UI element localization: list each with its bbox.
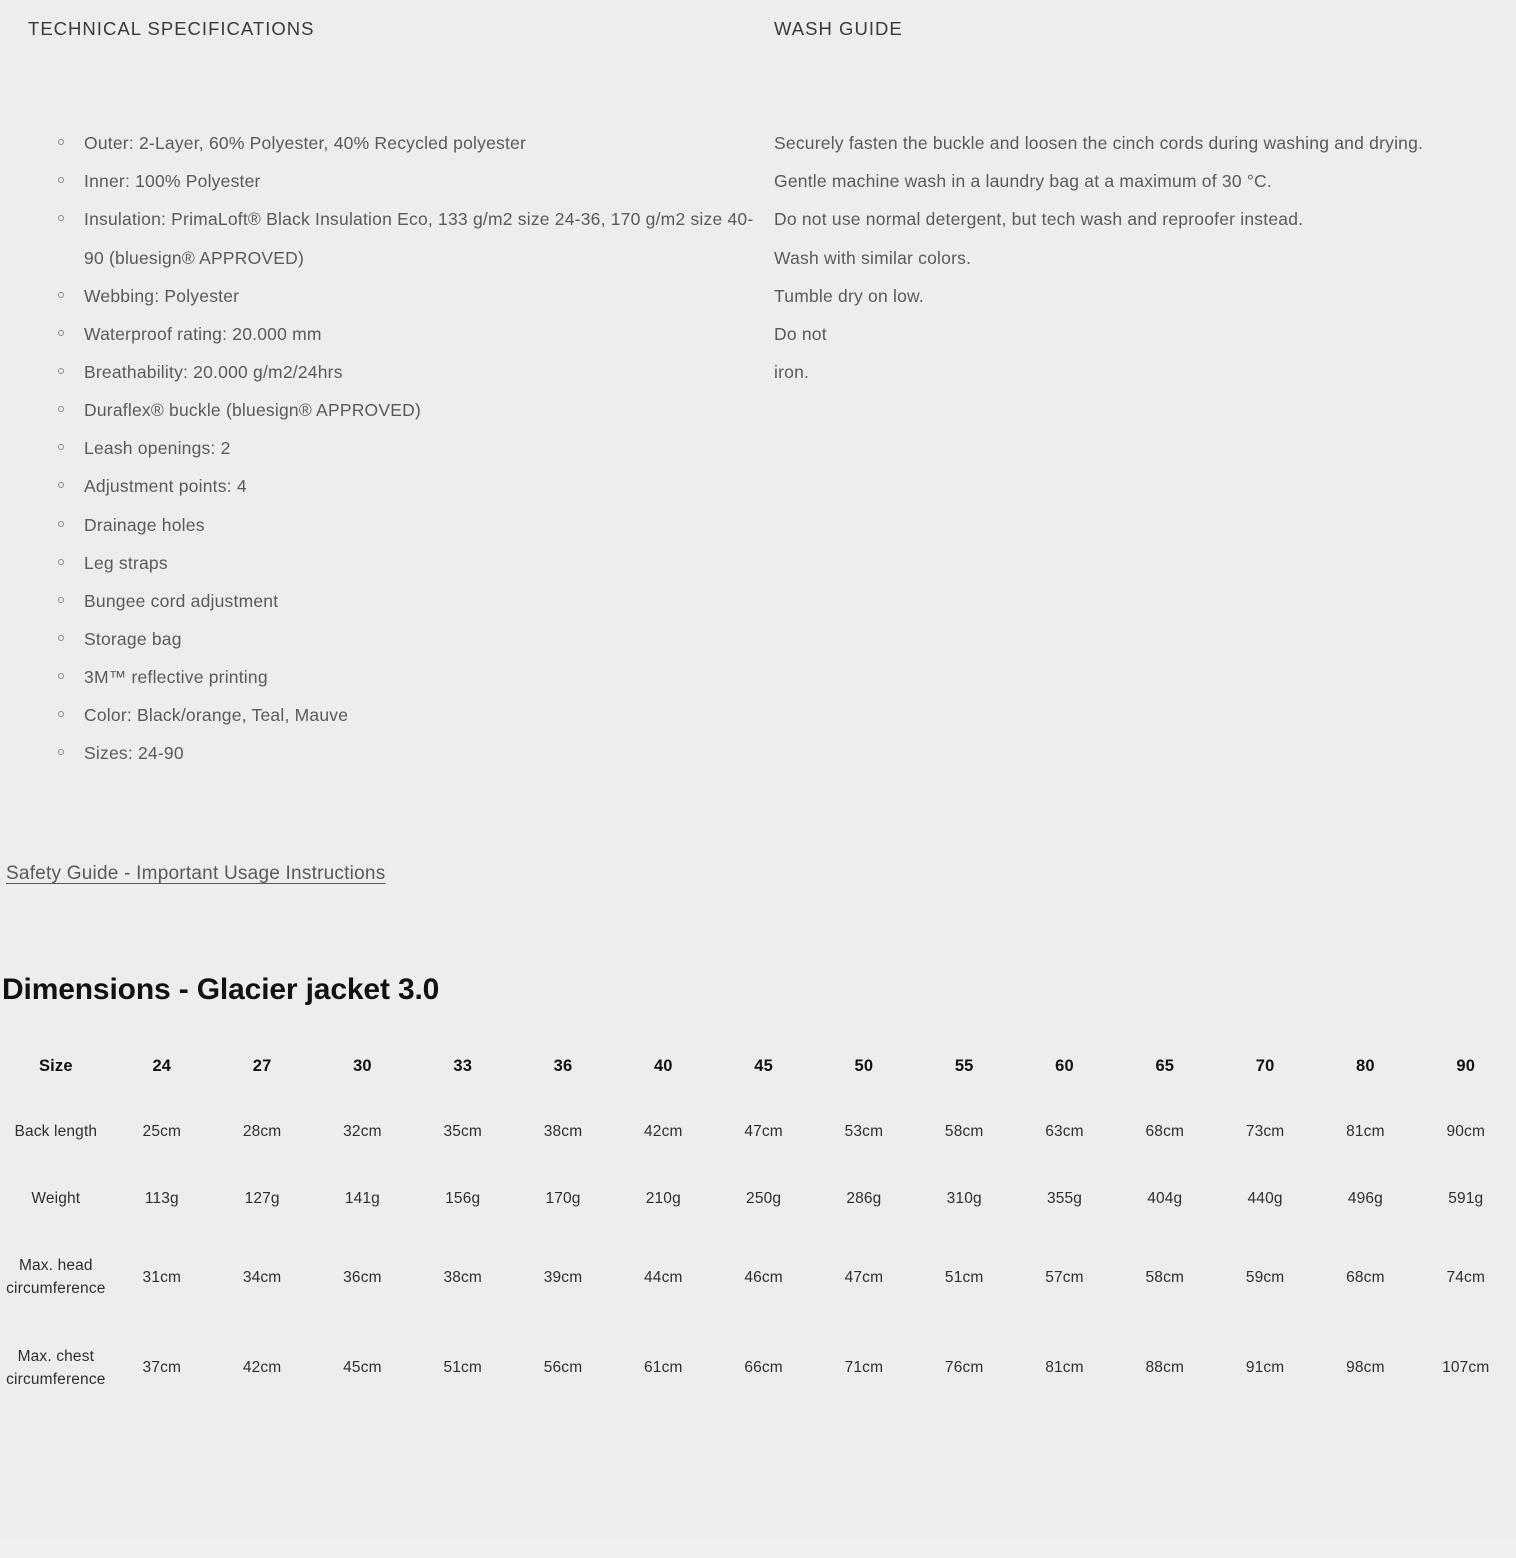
- table-header-size-33: 33: [453, 1056, 473, 1075]
- spec-list-item: Inner: 100% Polyester: [84, 162, 762, 200]
- table-header-size: Size: [38, 1056, 73, 1075]
- table-row-label: Max. chest circumference: [6, 1347, 106, 1388]
- table-cell: 81cm: [1045, 1359, 1084, 1377]
- dimensions-table-body: [0, 1098, 1516, 1414]
- dimensions-table: [0, 1041, 1516, 1414]
- table-cell: 42cm: [242, 1359, 282, 1377]
- bottom-strip: [0, 1540, 1516, 1558]
- table-cell: 34cm: [242, 1268, 282, 1286]
- table-row-label: Back length: [14, 1122, 98, 1140]
- table-cell: 31cm: [142, 1268, 182, 1286]
- wash-guide-line: Wash with similar colors.: [774, 247, 972, 268]
- table-cell: 57cm: [1045, 1268, 1084, 1286]
- table-cell: 51cm: [944, 1268, 984, 1286]
- table-cell: 496g: [1347, 1189, 1383, 1207]
- table-cell: 58cm: [944, 1122, 984, 1140]
- safety-guide-section: [0, 863, 1516, 885]
- table-cell: 90cm: [1446, 1122, 1486, 1140]
- table-cell: 88cm: [1145, 1359, 1185, 1377]
- table-cell: 73cm: [1245, 1122, 1285, 1140]
- table-header-size-55: 55: [954, 1056, 974, 1075]
- table-cell: 91cm: [1245, 1359, 1285, 1377]
- spec-list-item: Insulation: PrimaLoft® Black Insulation Eco, 133 g/m2 size 24-36, 170 g/m2 size 40-90 (bluesign® APPROVED): [84, 200, 762, 276]
- wash-guide-line: Gentle machine wash in a laundry bag at a maximum of 30 °C.: [774, 171, 1272, 192]
- technical-specifications-section: [0, 0, 762, 773]
- table-cell: 42cm: [644, 1122, 683, 1140]
- table-cell: 38cm: [443, 1268, 482, 1286]
- table-header-size-27: 27: [252, 1056, 272, 1075]
- table-cell: 45cm: [343, 1359, 382, 1377]
- technical-specifications-heading: TECHNICAL SPECIFICATIONS: [28, 18, 315, 39]
- table-header-row: [0, 1041, 1516, 1098]
- table-cell: 38cm: [543, 1122, 583, 1140]
- table-cell: 210g: [645, 1189, 681, 1207]
- table-cell: 28cm: [242, 1122, 282, 1140]
- table-cell: 47cm: [744, 1122, 783, 1140]
- wash-guide-line: Do not use normal detergent, but tech wash and reproofer instead.: [774, 209, 1304, 230]
- wash-guide-line: Securely fasten the buckle and loosen the cinch cords during washing and drying.: [774, 133, 1424, 154]
- table-cell: 250g: [746, 1189, 782, 1207]
- table-header-size-90: 90: [1456, 1056, 1476, 1075]
- table-header-size-60: 60: [1055, 1056, 1074, 1075]
- table-cell: 61cm: [644, 1359, 683, 1377]
- spec-list-item: Leg straps: [84, 544, 762, 582]
- table-cell: 76cm: [944, 1359, 984, 1377]
- table-header-size-45: 45: [754, 1056, 773, 1075]
- table-header-size-24: 24: [152, 1056, 172, 1075]
- table-cell: 310g: [946, 1189, 982, 1207]
- table-cell: 37cm: [142, 1359, 182, 1377]
- table-cell: 107cm: [1442, 1359, 1490, 1377]
- spec-list-item: Webbing: Polyester: [84, 277, 762, 315]
- table-cell: 127g: [244, 1189, 280, 1207]
- table-cell: 32cm: [343, 1122, 382, 1140]
- spec-list-item: Bungee cord adjustment: [84, 582, 762, 620]
- table-row: [0, 1098, 1516, 1165]
- spec-list-item: 3M™ reflective printing: [84, 658, 762, 696]
- table-row: [0, 1232, 1516, 1323]
- table-row: [0, 1323, 1516, 1414]
- table-cell: 156g: [445, 1189, 481, 1207]
- wash-guide-line: Do not: [774, 323, 827, 344]
- spec-list-item: Breathability: 20.000 g/m2/24hrs: [84, 353, 762, 391]
- table-cell: 59cm: [1245, 1268, 1285, 1286]
- table-row-label: Weight: [31, 1189, 81, 1207]
- table-header-size-70: 70: [1255, 1056, 1275, 1075]
- table-header-size-80: 80: [1356, 1056, 1375, 1075]
- top-sections: [0, 0, 1516, 773]
- table-cell: 286g: [846, 1189, 882, 1207]
- spec-list-item: Leash openings: 2: [84, 429, 762, 467]
- table-cell: 71cm: [844, 1359, 884, 1377]
- table-cell: 355g: [1046, 1189, 1083, 1207]
- table-cell: 44cm: [644, 1268, 683, 1286]
- table-header-size-65: 65: [1155, 1056, 1175, 1075]
- table-header-size-40: 40: [653, 1056, 673, 1075]
- table-cell: 53cm: [844, 1122, 884, 1140]
- table-cell: 74cm: [1446, 1268, 1486, 1286]
- table-cell: 47cm: [844, 1268, 884, 1286]
- table-cell: 63cm: [1045, 1122, 1084, 1140]
- table-cell: 56cm: [543, 1359, 583, 1377]
- table-row: [0, 1165, 1516, 1232]
- wash-guide-line: iron.: [774, 362, 810, 383]
- table-cell: 25cm: [142, 1122, 182, 1140]
- table-cell: 39cm: [543, 1268, 583, 1286]
- table-row-label: Max. head circumference: [6, 1257, 106, 1298]
- table-header-size-36: 36: [553, 1056, 573, 1075]
- technical-specifications-list: [28, 124, 762, 772]
- table-cell: 36cm: [343, 1268, 382, 1286]
- spec-list-item: Drainage holes: [84, 506, 762, 544]
- table-cell: 46cm: [744, 1268, 783, 1286]
- table-header-size-50: 50: [854, 1056, 874, 1075]
- spec-list-item: Storage bag: [84, 620, 762, 658]
- table-cell: 98cm: [1346, 1359, 1385, 1377]
- dimensions-table-head: [0, 1041, 1516, 1098]
- table-cell: 440g: [1247, 1189, 1283, 1207]
- table-cell: 58cm: [1145, 1268, 1185, 1286]
- spec-list-item: Adjustment points: 4: [84, 467, 762, 505]
- spec-list-item: Outer: 2-Layer, 60% Polyester, 40% Recycled polyester: [84, 124, 762, 162]
- table-cell: 141g: [344, 1189, 380, 1207]
- wash-guide-heading: WASH GUIDE: [774, 18, 903, 39]
- spec-list-item: Sizes: 24-90: [84, 734, 762, 772]
- table-cell: 170g: [545, 1189, 581, 1207]
- wash-guide-section: [762, 0, 1516, 391]
- table-cell: 113g: [144, 1189, 179, 1207]
- table-cell: 35cm: [443, 1122, 482, 1140]
- table-cell: 591g: [1448, 1189, 1484, 1207]
- dimensions-heading: Dimensions - Glacier jacket 3.0: [2, 972, 440, 1006]
- table-cell: 68cm: [1145, 1122, 1185, 1140]
- spec-list-item: Duraflex® buckle (bluesign® APPROVED): [84, 391, 762, 429]
- table-cell: 404g: [1147, 1189, 1183, 1207]
- table-cell: 68cm: [1346, 1268, 1385, 1286]
- table-cell: 66cm: [744, 1359, 783, 1377]
- safety-guide-link[interactable]: Safety Guide - Important Usage Instructions: [6, 862, 386, 884]
- wash-guide-line: Tumble dry on low.: [774, 285, 925, 306]
- spec-list-item: Waterproof rating: 20.000 mm: [84, 315, 762, 353]
- spec-list-item: Color: Black/orange, Teal, Mauve: [84, 696, 762, 734]
- wash-guide-lines: [774, 124, 1516, 391]
- table-cell: 51cm: [443, 1359, 482, 1377]
- table-header-size-30: 30: [353, 1056, 372, 1075]
- table-cell: 81cm: [1346, 1122, 1385, 1140]
